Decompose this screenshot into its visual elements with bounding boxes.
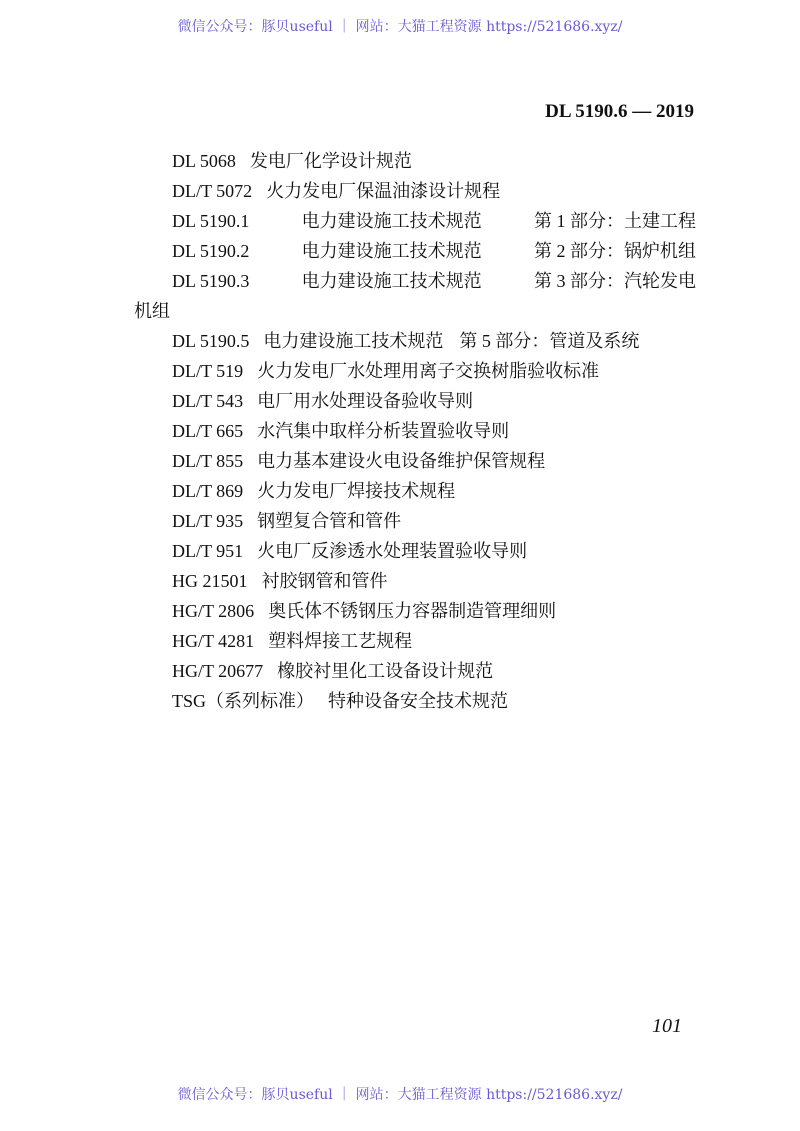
reference-item <box>172 266 696 296</box>
reference-code: HG/T 2806 <box>172 601 255 621</box>
watermark-top: 微信公众号：豚贝useful ｜ 网站：大猫工程资源 https://521686.xyz/ <box>177 19 623 35</box>
reference-title: 水汽集中取样分析装置验收导则 <box>257 421 510 441</box>
reference-code: DL/T 543 <box>172 391 244 411</box>
reference-code: DL/T 519 <box>172 361 244 381</box>
reference-title: 电力基本建设火电设备维护保管规程 <box>257 451 546 471</box>
page-number: 101 <box>652 1015 682 1037</box>
reference-title: 电力建设施工技术规范 <box>301 211 482 231</box>
reference-part: 第 3 部分：汽轮发电 <box>533 271 696 291</box>
reference-code: DL/T 855 <box>172 451 244 471</box>
reference-code: HG/T 4281 <box>172 631 255 651</box>
reference-title: 发电厂化学设计规范 <box>249 151 412 171</box>
reference-code: DL/T 5072 <box>172 181 253 201</box>
reference-title: 电力建设施工技术规范 <box>301 271 482 291</box>
reference-item <box>172 476 696 506</box>
reference-title: 橡胶衬里化工设备设计规范 <box>277 661 494 681</box>
reference-item <box>172 236 696 266</box>
reference-item <box>172 446 696 476</box>
reference-title: 特种设备安全技术规范 <box>328 691 509 711</box>
reference-item <box>172 326 696 356</box>
reference-item <box>172 596 696 626</box>
reference-item <box>172 146 696 176</box>
watermark-bottom: 微信公众号：豚贝useful ｜ 网站：大猫工程资源 https://521686.xyz/ <box>177 1087 623 1103</box>
reference-item <box>172 206 696 236</box>
reference-item <box>172 356 696 386</box>
reference-title: 衬胶钢管和管件 <box>261 571 388 591</box>
reference-part: 第 2 部分：锅炉机组 <box>533 241 696 261</box>
reference-item <box>172 416 696 446</box>
reference-title: 钢塑复合管和管件 <box>257 511 402 531</box>
reference-title: 奥氏体不锈钢压力容器制造管理细则 <box>268 601 557 621</box>
reference-item <box>172 536 696 566</box>
reference-item <box>172 626 696 656</box>
reference-code: DL/T 869 <box>172 481 244 501</box>
reference-title: 电厂用水处理设备验收导则 <box>257 391 474 411</box>
reference-title: 火电厂反渗透水处理装置验收导则 <box>257 541 528 561</box>
reference-code: DL/T 951 <box>172 541 244 561</box>
reference-item <box>172 656 696 686</box>
reference-title: 火力发电厂水处理用离子交换树脂验收标准 <box>257 361 600 381</box>
reference-title: 火力发电厂保温油漆设计规程 <box>266 181 501 201</box>
reference-item <box>172 176 696 206</box>
reference-part: 第 5 部分：管道及系统 <box>459 331 640 351</box>
reference-code: DL 5190.5 <box>172 331 250 351</box>
reference-title: 火力发电厂焊接技术规程 <box>257 481 456 501</box>
reference-code: DL/T 665 <box>172 421 244 441</box>
reference-continuation: 机组 <box>134 301 170 321</box>
reference-title: 电力建设施工技术规范 <box>263 331 444 351</box>
reference-item <box>172 566 696 596</box>
reference-title: 电力建设施工技术规范 <box>301 241 482 261</box>
reference-item <box>172 506 696 536</box>
reference-code: HG/T 20677 <box>172 661 264 681</box>
reference-code: DL/T 935 <box>172 511 244 531</box>
reference-code: DL 5190.2 <box>172 241 250 261</box>
reference-item <box>172 386 696 416</box>
reference-item <box>172 686 696 716</box>
reference-code: DL 5190.1 <box>172 211 250 231</box>
reference-code: DL 5190.3 <box>172 271 250 291</box>
reference-part: 第 1 部分：土建工程 <box>533 211 696 231</box>
reference-code: DL 5068 <box>172 151 236 171</box>
reference-code: TSG（系列标准） <box>172 691 315 711</box>
reference-title: 塑料焊接工艺规程 <box>268 631 413 651</box>
standard-code: DL 5190.6 — 2019 <box>545 101 694 122</box>
reference-code: HG 21501 <box>172 571 248 591</box>
